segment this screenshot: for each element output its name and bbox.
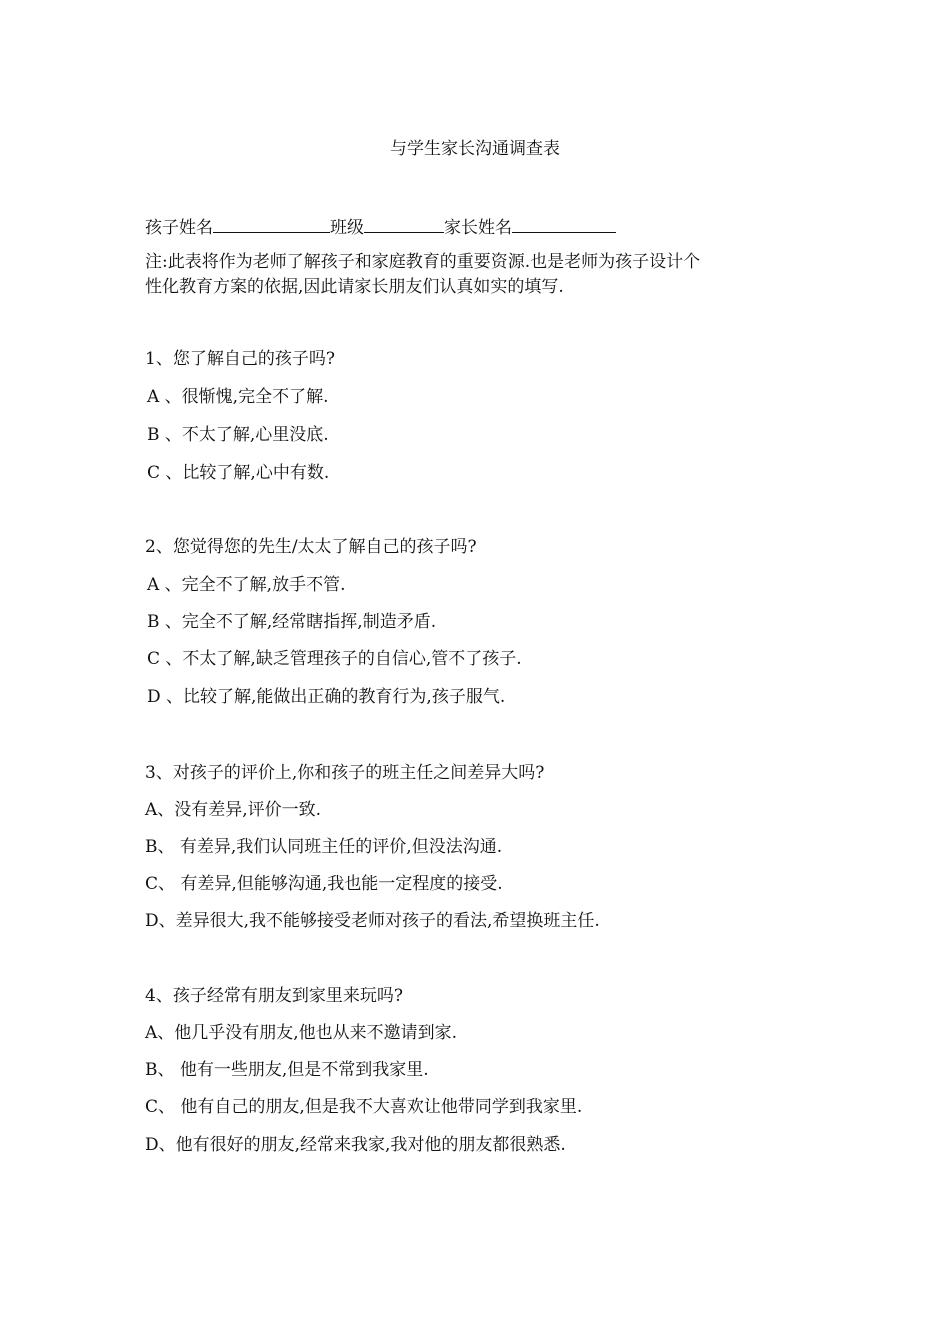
- question-1: 1、您了解自己的孩子吗?: [145, 349, 335, 369]
- question-2: 2、您觉得您的先生/太太了解自己的孩子吗?: [145, 537, 477, 557]
- note-line-2: 性化教育方案的依据,因此请家长朋友们认真如实的填写.: [145, 277, 564, 297]
- q4-option-b: B、 他有一些朋友,但是不常到我家里.: [145, 1060, 429, 1080]
- q2-option-b: B 、完全不了解,经常瞎指挥,制造矛盾.: [147, 612, 437, 632]
- q3-option-d: D、差异很大,我不能够接受老师对孩子的看法,希望换班主任.: [145, 911, 600, 931]
- info-line: [145, 214, 616, 239]
- q4-option-c: C、 他有自己的朋友,但是我不大喜欢让他带同学到我家里.: [145, 1097, 583, 1117]
- parent-name-field[interactable]: [512, 214, 616, 233]
- question-4: 4、孩子经常有朋友到家里来玩吗?: [145, 986, 403, 1006]
- page-title: 与学生家长沟通调查表: [390, 139, 560, 159]
- q1-option-c: C 、比较了解,心中有数.: [147, 463, 330, 483]
- q2-option-c: C 、不太了解,缺乏管理孩子的自信心,管不了孩子.: [147, 649, 522, 669]
- question-3: 3、对孩子的评价上,你和孩子的班主任之间差异大吗?: [145, 763, 545, 783]
- child-name-label: 孩子姓名: [145, 218, 213, 238]
- q2-option-d: D 、比较了解,能做出正确的教育行为,孩子服气.: [147, 687, 506, 707]
- q1-option-a: A 、很惭愧,完全不了解.: [147, 387, 329, 407]
- parent-name-label: 家长姓名: [444, 218, 512, 238]
- class-label: 班级: [330, 218, 364, 238]
- q3-option-c: C、 有差异,但能够沟通,我也能一定程度的接受.: [145, 874, 503, 894]
- q1-option-b: B 、不太了解,心里没底.: [147, 425, 329, 445]
- class-field[interactable]: [364, 214, 444, 233]
- q4-option-a: A、他几乎没有朋友,他也从来不邀请到家.: [145, 1023, 458, 1043]
- q3-option-b: B、 有差异,我们认同班主任的评价,但没法沟通.: [145, 837, 503, 857]
- child-name-field[interactable]: [213, 214, 330, 233]
- q2-option-a: A 、完全不了解,放手不管.: [147, 575, 346, 595]
- q3-option-a: A、没有差异,评价一致.: [145, 800, 322, 820]
- q4-option-d: D、他有很好的朋友,经常来我家,我对他的朋友都很熟悉.: [145, 1135, 566, 1155]
- note-line-1: 注:此表将作为老师了解孩子和家庭教育的重要资源.也是老师为孩子设计个: [145, 252, 701, 272]
